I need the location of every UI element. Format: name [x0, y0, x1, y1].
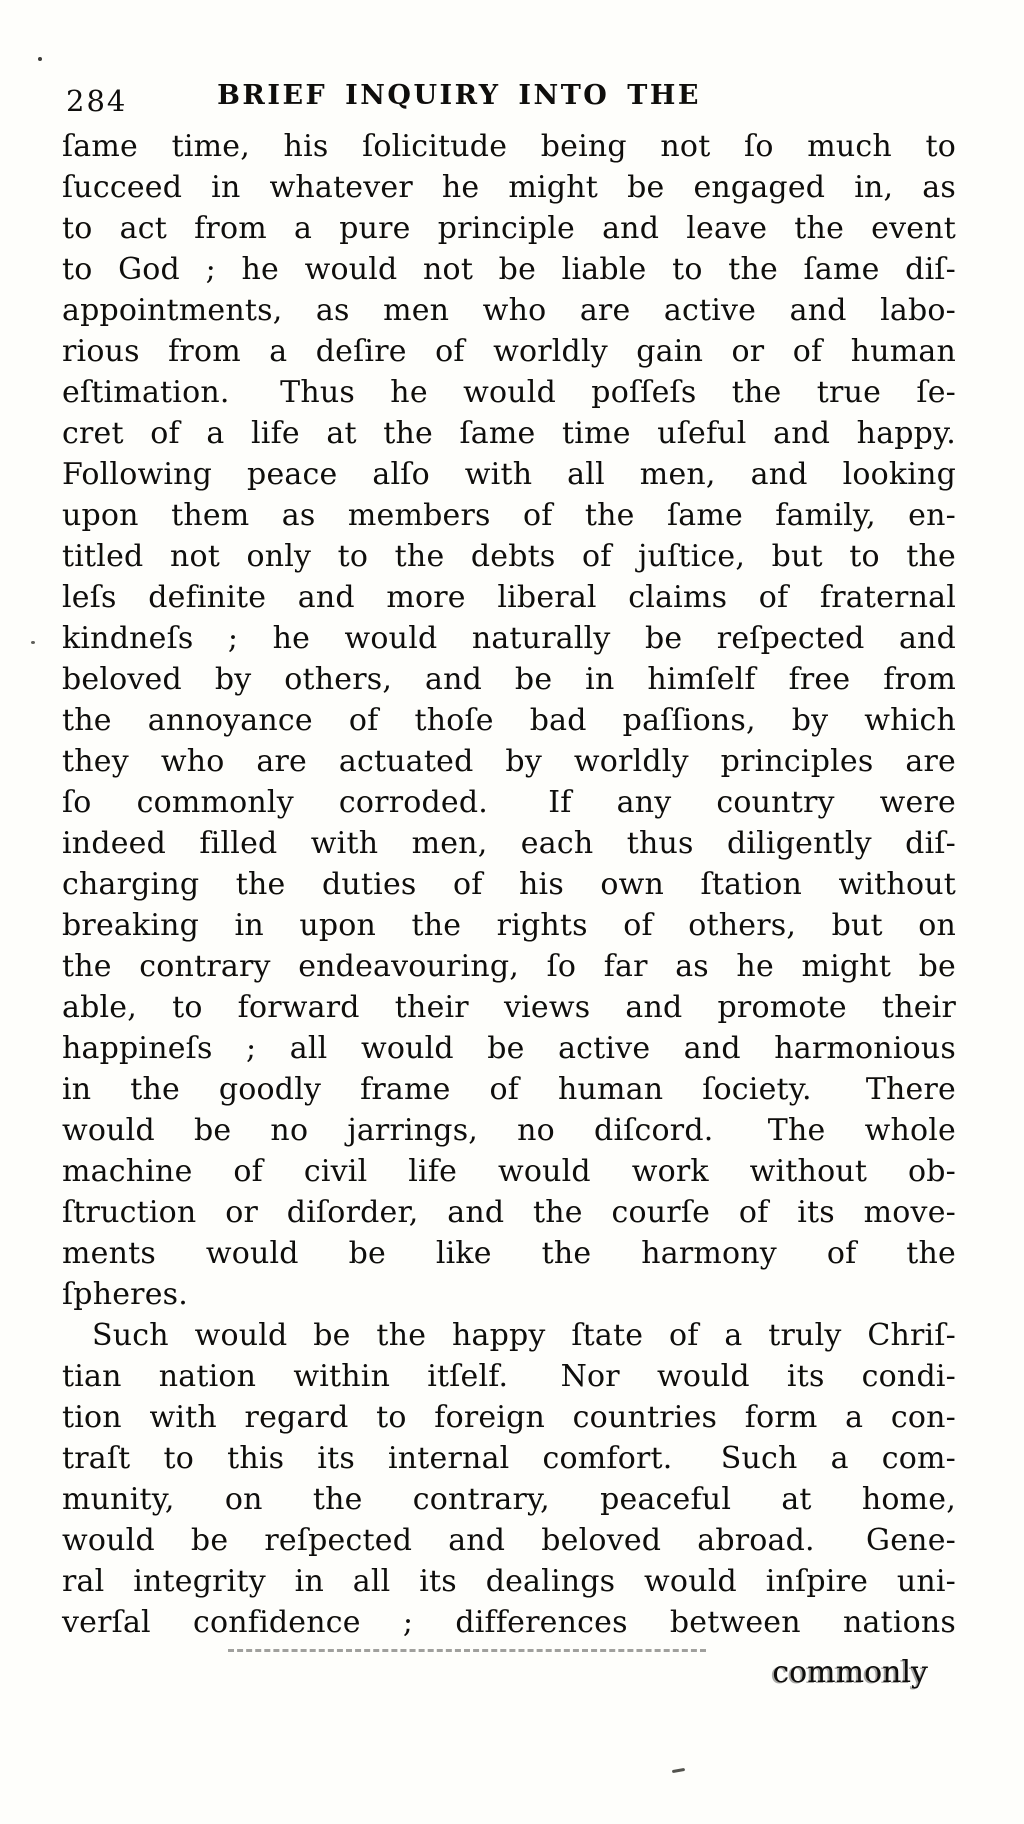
text-line: Such would be the happy ſtate of a truly Chriſ- [92, 1318, 956, 1353]
text-line: tian nation within itſelf. Nor would its condi- [62, 1359, 956, 1394]
text-line: ſtruction or diſorder, and the courſe of its move- [62, 1195, 956, 1230]
text-line: beloved by others, and be in himſelf free from [62, 662, 956, 697]
print-ghost-marks [228, 1649, 706, 1652]
page-number: 284 [66, 84, 128, 118]
text-line: ſame time, his ſolicitude being not ſo much to [62, 129, 956, 164]
text-line: ſpheres. [62, 1277, 189, 1312]
page-header [62, 78, 956, 118]
text-line: in the goodly frame of human ſociety. There [62, 1072, 956, 1107]
paragraph-2 [62, 1315, 956, 1643]
text-line: able, to forward their views and promote their [62, 990, 956, 1025]
text-line: to act from a pure principle and leave the event [62, 211, 956, 246]
text-line: tion with regard to foreign countries form a con- [62, 1400, 956, 1435]
text-line: rious from a deſire of worldly gain or of human [62, 334, 956, 369]
text-line: ſo commonly corroded. If any country were [62, 785, 956, 820]
text-line: the contrary endeavouring, ſo far as he might be [62, 949, 956, 984]
scan-speckle [38, 57, 42, 61]
text-line: ments would be like the harmony of the [62, 1236, 956, 1271]
text-line: Following peace alſo with all men, and looking [62, 457, 956, 492]
text-line: happineſs ; all would be active and harmonious [62, 1031, 956, 1066]
page-text [62, 126, 956, 1643]
text-line: traſt to this its internal comfort. Such a com- [62, 1441, 956, 1476]
text-line: machine of civil life would work without ob- [62, 1154, 956, 1189]
text-line: munity, on the contrary, peaceful at home, [62, 1482, 956, 1517]
text-line: titled not only to the debts of juſtice, but to the [62, 539, 956, 574]
text-line: kindneſs ; he would naturally be reſpected and [62, 621, 956, 656]
catchword-row [62, 1655, 956, 1690]
text-line: the annoyance of thoſe bad paſſions, by which [62, 703, 956, 738]
text-line: leſs definite and more liberal claims of fraternal [62, 580, 956, 615]
text-line: eſtimation. Thus he would poſſeſs the true ſe- [62, 375, 956, 410]
scan-speckle [31, 641, 35, 644]
text-line: indeed filled with men, each thus diligently diſ- [62, 826, 956, 861]
text-line: ſucceed in whatever he might be engaged in, as [62, 170, 956, 205]
text-line: they who are actuated by worldly principles are [62, 744, 956, 779]
running-title: BRIEF INQUIRY INTO THE [217, 80, 701, 111]
text-line: would be no jarrings, no diſcord. The whole [62, 1113, 956, 1148]
text-line: breaking in upon the rights of others, but on [62, 908, 956, 943]
text-line: appointments, as men who are active and labo- [62, 293, 956, 328]
text-line: ral integrity in all its dealings would inſpire uni- [62, 1564, 956, 1599]
text-line: would be reſpected and beloved abroad. Gene- [62, 1523, 956, 1558]
text-line: verſal confidence ; differences between nations [62, 1605, 956, 1640]
catchword: commonly [772, 1655, 928, 1690]
text-line: to God ; he would not be liable to the ſame diſ- [62, 252, 956, 287]
text-line: charging the duties of his own ſtation without [62, 867, 956, 902]
text-line: cret of a life at the ſame time uſeful and happy. [62, 416, 956, 451]
text-line: upon them as members of the ſame family, en- [62, 498, 956, 533]
paragraph-1 [62, 126, 956, 1315]
scan-speckle [672, 1768, 685, 1773]
